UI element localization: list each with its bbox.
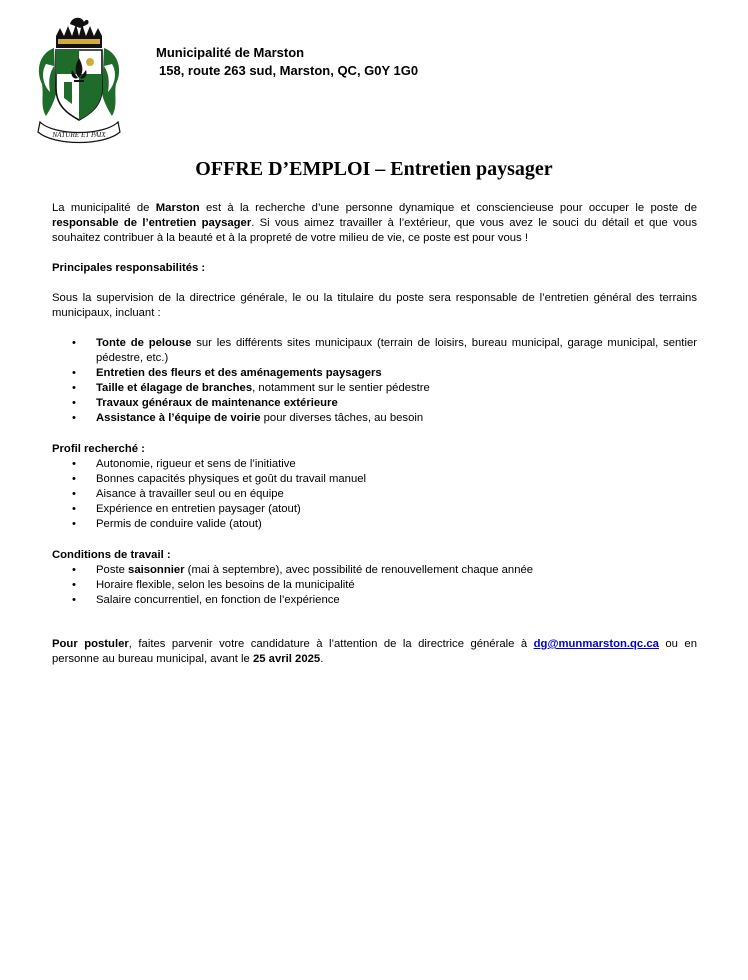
responsibilities-heading: Principales responsabilités : xyxy=(52,262,206,274)
list-item xyxy=(52,578,697,593)
list-item-text: Bonnes capacités physiques et goût du travail manuel xyxy=(96,473,367,485)
bullet-glyph: • xyxy=(72,518,76,530)
list-item-text: pour diverses tâches, au besoin xyxy=(260,412,424,424)
list-item-text: (mai à septembre), avec possibilité de renouvellement chaque année xyxy=(184,564,534,576)
list-item xyxy=(52,396,697,411)
crest-motto: NATURE ET PAIX xyxy=(52,131,106,139)
apply-text-1: , faites parvenir votre candidature à l’attention de la directrice générale à xyxy=(128,638,534,650)
list-item xyxy=(52,336,697,366)
list-item xyxy=(52,381,697,396)
bullet-glyph: • xyxy=(72,397,76,409)
org-address: 158, route 263 sud, Marston, QC, G0Y 1G0 xyxy=(159,63,419,78)
apply-paragraph xyxy=(52,637,697,667)
email-link[interactable]: dg@munmarston.qc.ca xyxy=(533,638,659,650)
apply-text-2: ou en personne au bureau municipal, avant le xyxy=(52,638,697,665)
apply-text-3: . xyxy=(320,653,324,665)
conditions-heading: Conditions de travail : xyxy=(52,549,171,561)
bullet-glyph: • xyxy=(72,382,76,394)
org-name: Municipalité de Marston xyxy=(156,45,305,60)
intro-text-2: est à la recherche d’une personne dynamique et consciencieuse pour occuper le poste de xyxy=(199,202,698,214)
list-item-text: sur les différents sites municipaux (terrain de loisirs, bureau municipal, garage municipal, sentier pédestre, etc.) xyxy=(96,337,698,364)
list-item-text: Poste xyxy=(96,564,129,576)
bullet-glyph: • xyxy=(72,564,76,576)
responsibilities-list xyxy=(52,336,697,426)
bullet-glyph: • xyxy=(72,473,76,485)
profile-heading: Profil recherché : xyxy=(52,443,145,455)
list-item xyxy=(52,472,697,487)
conditions-list xyxy=(52,563,697,608)
document-body xyxy=(52,201,697,667)
municipal-crest-logo xyxy=(34,14,124,146)
list-item xyxy=(52,593,697,608)
bullet-glyph: • xyxy=(72,594,76,606)
list-item xyxy=(52,411,697,426)
intro-text-1: La municipalité de xyxy=(52,202,156,214)
list-item xyxy=(52,563,697,578)
list-item-bold: Travaux généraux de maintenance extérieure xyxy=(96,397,338,409)
list-item-text: Autonomie, rigueur et sens de l’initiative xyxy=(96,458,296,470)
bullet-glyph: • xyxy=(72,367,76,379)
list-item-bold: Tonte de pelouse xyxy=(96,337,192,349)
sender-address-block xyxy=(156,44,418,80)
list-item xyxy=(52,517,697,532)
document-title: OFFRE D’EMPLOI – Entretien paysager xyxy=(195,158,553,180)
list-item-text: , notamment sur le sentier pédestre xyxy=(252,382,430,394)
list-item-text: Permis de conduire valide (atout) xyxy=(96,518,262,530)
apply-bold-lead: Pour postuler xyxy=(52,638,129,650)
list-item-text: Salaire concurrentiel, en fonction de l’expérience xyxy=(96,594,340,606)
bullet-glyph: • xyxy=(72,579,76,591)
responsibilities-intro: Sous la supervision de la directrice générale, le ou la titulaire du poste sera responsable de l’entretien général des terrains municipaux, incluant : xyxy=(52,292,697,319)
list-item-bold: Taille et élagage de branches xyxy=(96,382,253,394)
list-item xyxy=(52,502,697,517)
apply-deadline-date: 25 avril 2025 xyxy=(252,653,321,665)
list-item xyxy=(52,487,697,502)
list-item-text: Aisance à travailler seul ou en équipe xyxy=(96,488,284,500)
intro-bold-position: responsable de l’entretien paysager xyxy=(52,217,252,229)
bullet-glyph: • xyxy=(72,488,76,500)
bullet-glyph: • xyxy=(72,337,76,349)
bullet-glyph: • xyxy=(72,412,76,424)
list-item xyxy=(52,457,697,472)
intro-text-3: . Si vous aimez travailler à l’extérieur, que vous avez le souci du détail et que vous souhaitez contribuer à la beauté et à la propreté de votre milieu de vie, ce poste est pour vous ! xyxy=(52,217,697,244)
list-item-text: Horaire flexible, selon les besoins de la municipalité xyxy=(96,579,355,591)
list-item-bold: saisonnier xyxy=(128,564,185,576)
intro-bold-marston: Marston xyxy=(155,202,200,214)
profile-list xyxy=(52,457,697,532)
bullet-glyph: • xyxy=(72,458,76,470)
list-item-bold: Entretien des fleurs et des aménagements paysagers xyxy=(96,367,382,379)
list-item-text: Expérience en entretien paysager (atout) xyxy=(96,503,301,515)
intro-paragraph xyxy=(52,201,697,246)
list-item xyxy=(52,366,697,381)
list-item-bold: Assistance à l’équipe de voirie xyxy=(96,412,261,424)
bullet-glyph: • xyxy=(72,503,76,515)
